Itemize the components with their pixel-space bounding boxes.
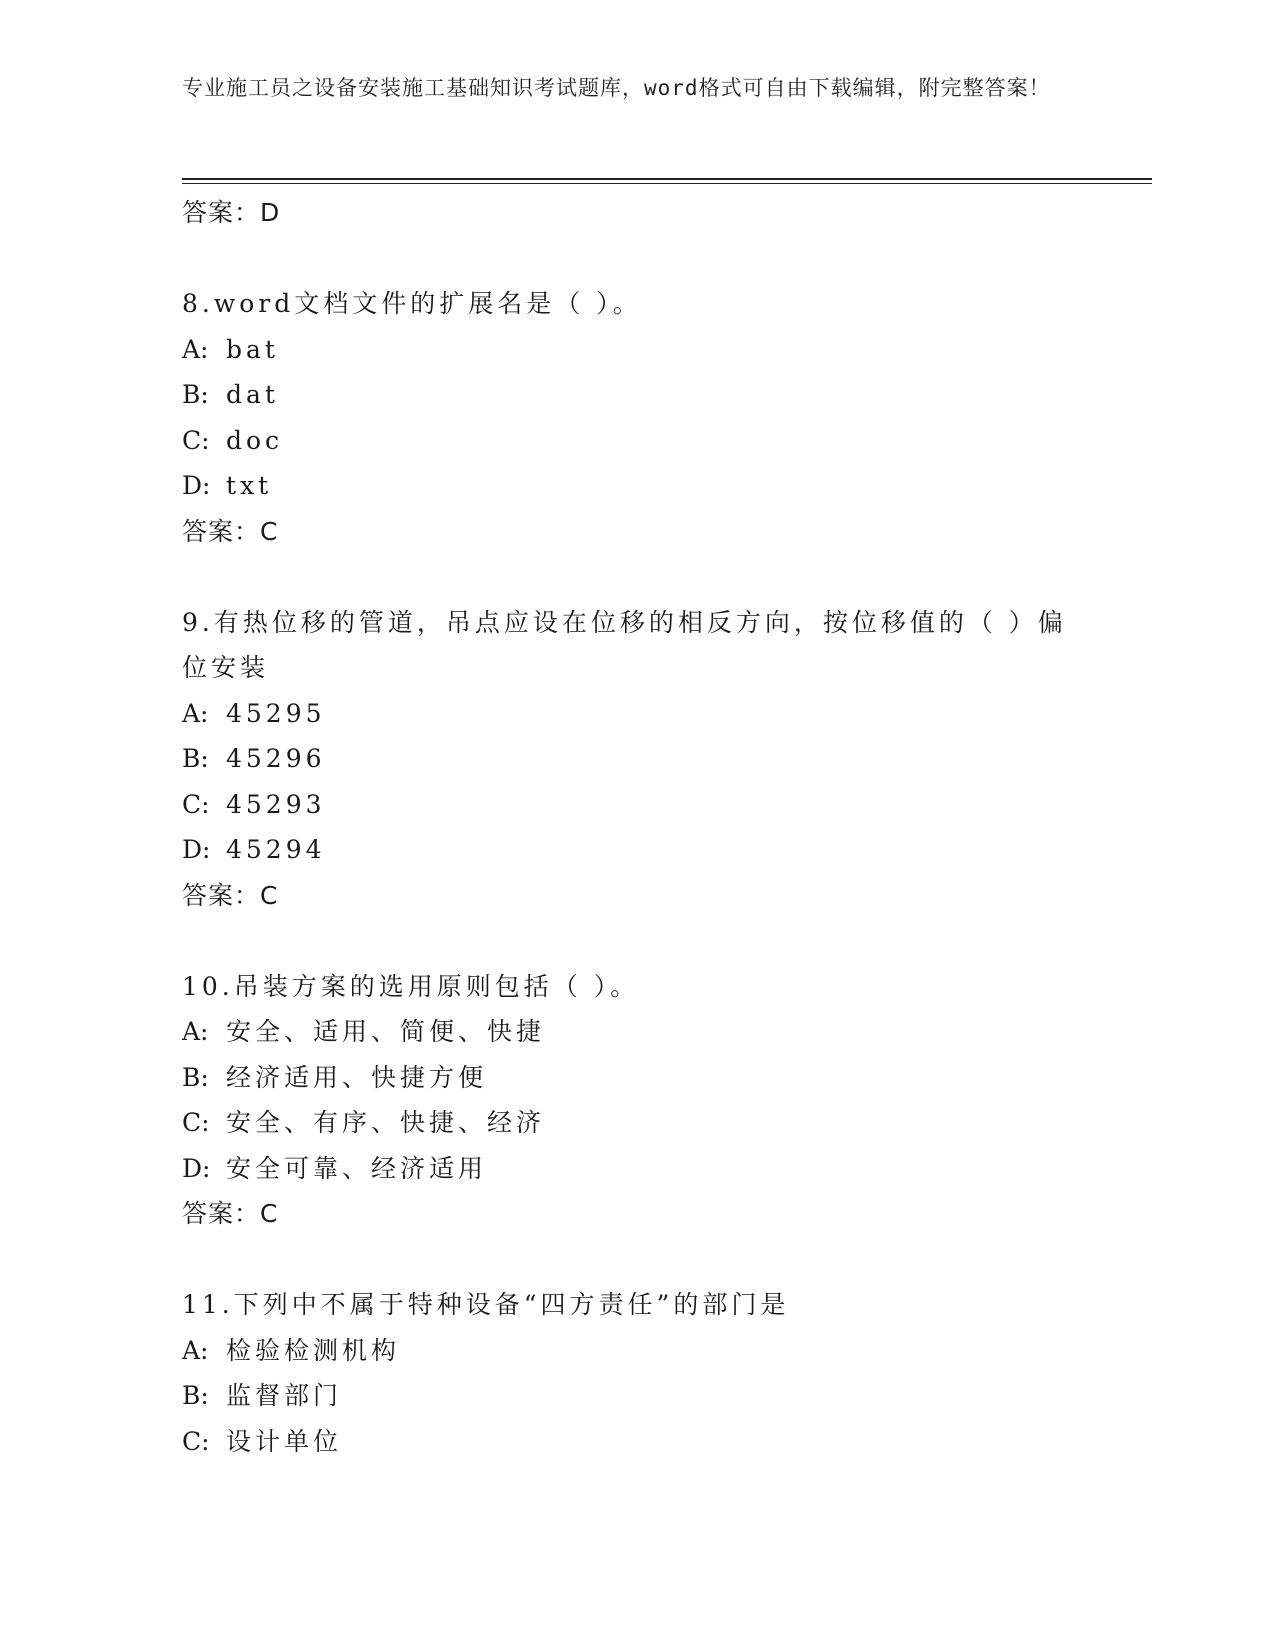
option-label: A:: [182, 334, 209, 364]
option-label: A:: [182, 698, 209, 728]
option-c: [182, 782, 1082, 828]
option-text: 安全可靠、经济适用: [226, 1153, 488, 1183]
option-text: 45293: [226, 789, 326, 819]
question-text: 10.吊装方案的选用原则包括（ ）。: [182, 971, 640, 1001]
previous-answer: [182, 190, 1082, 236]
answer-prefix: 答案：: [182, 516, 261, 546]
spacer: [182, 1237, 1082, 1283]
answer-prefix: 答案：: [182, 1199, 261, 1228]
option-b: [182, 372, 1082, 418]
option-text: bat: [226, 334, 279, 364]
answer: [182, 873, 1082, 919]
option-c: [182, 1100, 1082, 1146]
option-label: B:: [182, 1062, 209, 1092]
option-text: dat: [226, 380, 279, 409]
option-a: [182, 1009, 1082, 1055]
question-11: [182, 1282, 1082, 1464]
option-text: 安全、适用、简便、快捷: [226, 1017, 546, 1046]
option-label: D:: [182, 835, 211, 864]
question-8: [182, 281, 1082, 554]
page-header: 专业施工员之设备安装施工基础知识考试题库，word格式可自由下载编辑，附完整答案！: [182, 76, 1051, 100]
option-text: 45295: [226, 698, 326, 728]
option-b: [182, 1055, 1082, 1101]
question-text: 9.有热位移的管道，吊点应设在位移的相反方向，按位移值的（ ）偏位安装: [182, 607, 1067, 682]
option-a: [182, 327, 1082, 373]
option-label: C:: [182, 1426, 210, 1456]
option-b: [182, 1373, 1082, 1419]
option-label: D:: [182, 1153, 211, 1183]
option-d: [182, 463, 1082, 509]
header-divider-thin: [182, 183, 1152, 184]
option-label: A:: [182, 1335, 209, 1365]
answer-prefix: 答案：: [182, 198, 261, 227]
question-9: [182, 600, 1082, 919]
option-text: 设计单位: [226, 1426, 343, 1456]
option-text: doc: [226, 425, 284, 455]
answer-value: D: [260, 198, 281, 227]
option-text: 经济适用、快捷方便: [226, 1062, 488, 1092]
question-text: 11.下列中不属于特种设备“四方责任”的部门是: [182, 1290, 790, 1319]
option-text: txt: [226, 471, 273, 500]
option-label: B:: [182, 380, 209, 409]
spacer: [182, 236, 1082, 282]
spacer: [182, 554, 1082, 600]
answer-value: C: [260, 1199, 279, 1228]
option-b: [182, 736, 1082, 782]
option-text: 安全、有序、快捷、经济: [226, 1108, 546, 1137]
answer: [182, 509, 1082, 555]
option-label: D:: [182, 471, 211, 500]
option-d: [182, 1146, 1082, 1192]
option-label: C:: [182, 425, 210, 455]
option-label: C:: [182, 789, 210, 819]
option-a: [182, 1328, 1082, 1374]
option-a: [182, 691, 1082, 737]
option-label: B:: [182, 1381, 209, 1410]
answer-value: C: [260, 516, 279, 546]
question-list: [182, 190, 1082, 1464]
option-label: A:: [182, 1017, 209, 1046]
option-text: 监督部门: [226, 1381, 343, 1410]
question-text: 8.word文档文件的扩展名是（ ）。: [182, 289, 642, 318]
option-c: [182, 418, 1082, 464]
question-10: [182, 964, 1082, 1237]
option-c: [182, 1419, 1082, 1465]
option-text: 检验检测机构: [226, 1335, 401, 1365]
answer-prefix: 答案：: [182, 880, 261, 910]
option-label: B:: [182, 744, 209, 773]
option-label: C:: [182, 1108, 210, 1137]
spacer: [182, 918, 1082, 964]
answer: [182, 1191, 1082, 1237]
option-d: [182, 827, 1082, 873]
answer-value: C: [260, 880, 279, 910]
header-divider-thick: [182, 178, 1152, 180]
option-text: 45296: [226, 744, 326, 773]
option-text: 45294: [226, 835, 326, 864]
